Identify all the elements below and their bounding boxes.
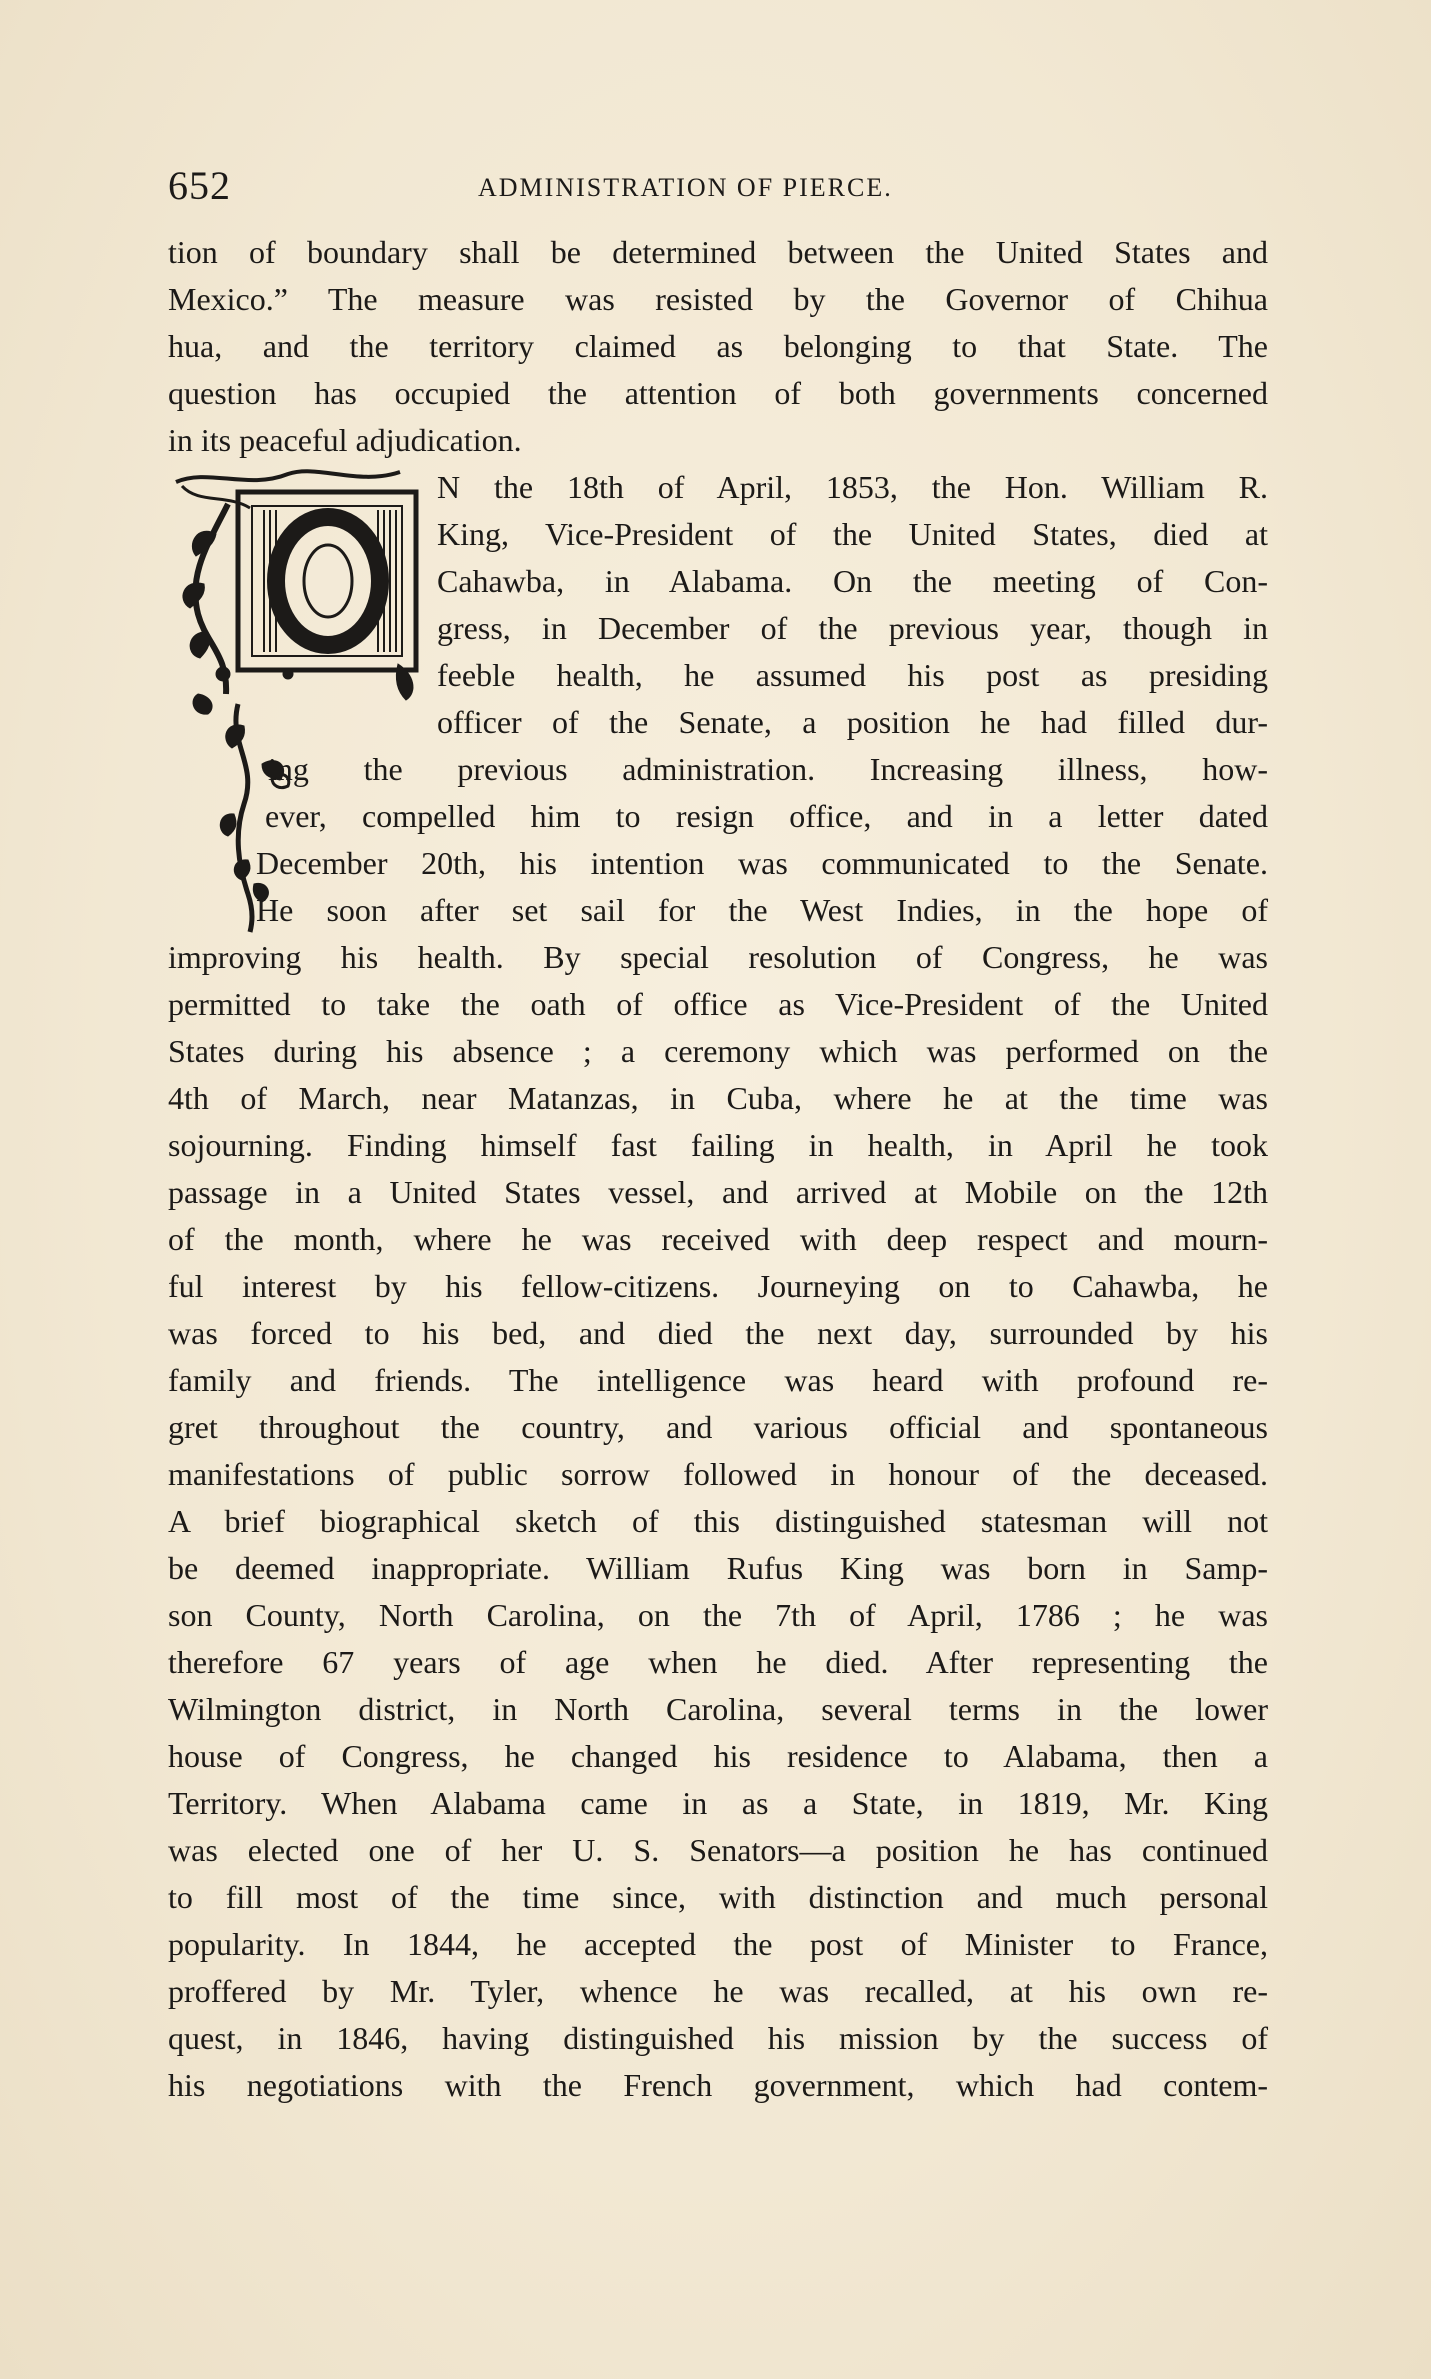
text-line: gret throughout the country, and various official and spontaneous xyxy=(168,1409,1268,1445)
text-line: gress, in December of the previous year, though in xyxy=(437,610,1268,646)
text-line: He soon after set sail for the West Indies, in the hope of xyxy=(256,892,1268,928)
text-line: be deemed inappropriate. William Rufus King was born in Samp- xyxy=(168,1550,1268,1586)
text-line: quest, in 1846, having distinguished his mission by the success of xyxy=(168,2020,1268,2056)
text-line: passage in a United States vessel, and arrived at Mobile on the 12th xyxy=(168,1174,1268,1210)
page-header xyxy=(168,162,1268,210)
text-line: therefore 67 years of age when he died. After representing the xyxy=(168,1644,1268,1680)
text-line: officer of the Senate, a position he had filled dur- xyxy=(437,704,1268,740)
text-line: popularity. In 1844, he accepted the post of Minister to France, xyxy=(168,1926,1268,1962)
text-line: house of Congress, he changed his residence to Alabama, then a xyxy=(168,1738,1268,1774)
text-line: King, Vice-President of the United States, died at xyxy=(437,516,1268,552)
text-line: permitted to take the oath of office as Vice-President of the United xyxy=(168,986,1268,1022)
text-line: ful interest by his fellow-citizens. Journeying on to Cahawba, he xyxy=(168,1268,1268,1304)
text-line: hua, and the territory claimed as belonging to that State. The xyxy=(168,328,1268,364)
text-line: was elected one of her U. S. Senators—a position he has continued xyxy=(168,1832,1268,1868)
text-line: was forced to his bed, and died the next day, surrounded by his xyxy=(168,1315,1268,1351)
text-line: Wilmington district, in North Carolina, several terms in the lower xyxy=(168,1691,1268,1727)
text-line: improving his health. By special resolution of Congress, he was xyxy=(168,939,1268,975)
text-line: family and friends. The intelligence was heard with profound re- xyxy=(168,1362,1268,1398)
text-line: of the month, where he was received with deep respect and mourn- xyxy=(168,1221,1268,1257)
text-line: ever, compelled him to resign office, and in a letter dated xyxy=(265,798,1268,834)
text-line: question has occupied the attention of both governments concerned xyxy=(168,375,1268,411)
text-line: sojourning. Finding himself fast failing in health, in April he took xyxy=(168,1127,1268,1163)
text-line: N the 18th of April, 1853, the Hon. William R. xyxy=(437,469,1268,505)
text-line: manifestations of public sorrow followed in honour of the deceased. xyxy=(168,1456,1268,1492)
text-line: 4th of March, near Matanzas, in Cuba, where he at the time was xyxy=(168,1080,1268,1116)
running-head: ADMINISTRATION OF PIERCE. xyxy=(478,173,893,202)
text-line: States during his absence ; a ceremony which was performed on the xyxy=(168,1033,1268,1069)
text-line: son County, North Carolina, on the 7th of April, 1786 ; he was xyxy=(168,1597,1268,1633)
text-line: to fill most of the time since, with distinction and much personal xyxy=(168,1879,1268,1915)
text-line: proffered by Mr. Tyler, whence he was recalled, at his own re- xyxy=(168,1973,1268,2009)
text-line: feeble health, he assumed his post as presiding xyxy=(437,657,1268,693)
text-line: his negotiations with the French government, which had contem- xyxy=(168,2067,1268,2103)
text-line: A brief biographical sketch of this distinguished statesman will not xyxy=(168,1503,1268,1539)
text-line: ing the previous administration. Increasing illness, how- xyxy=(268,751,1268,787)
text-line: Cahawba, in Alabama. On the meeting of Con- xyxy=(437,563,1268,599)
text-line: tion of boundary shall be determined between the United States and xyxy=(168,234,1268,270)
text-line: December 20th, his intention was communicated to the Senate. xyxy=(256,845,1268,881)
text-line: Mexico.” The measure was resisted by the Governor of Chihua xyxy=(168,281,1268,317)
text-line: in its peaceful adjudication. xyxy=(168,422,522,458)
page-number: 652 xyxy=(168,163,231,208)
body-text xyxy=(168,229,1268,2109)
text-line: Territory. When Alabama came in as a State, in 1819, Mr. King xyxy=(168,1785,1268,1821)
